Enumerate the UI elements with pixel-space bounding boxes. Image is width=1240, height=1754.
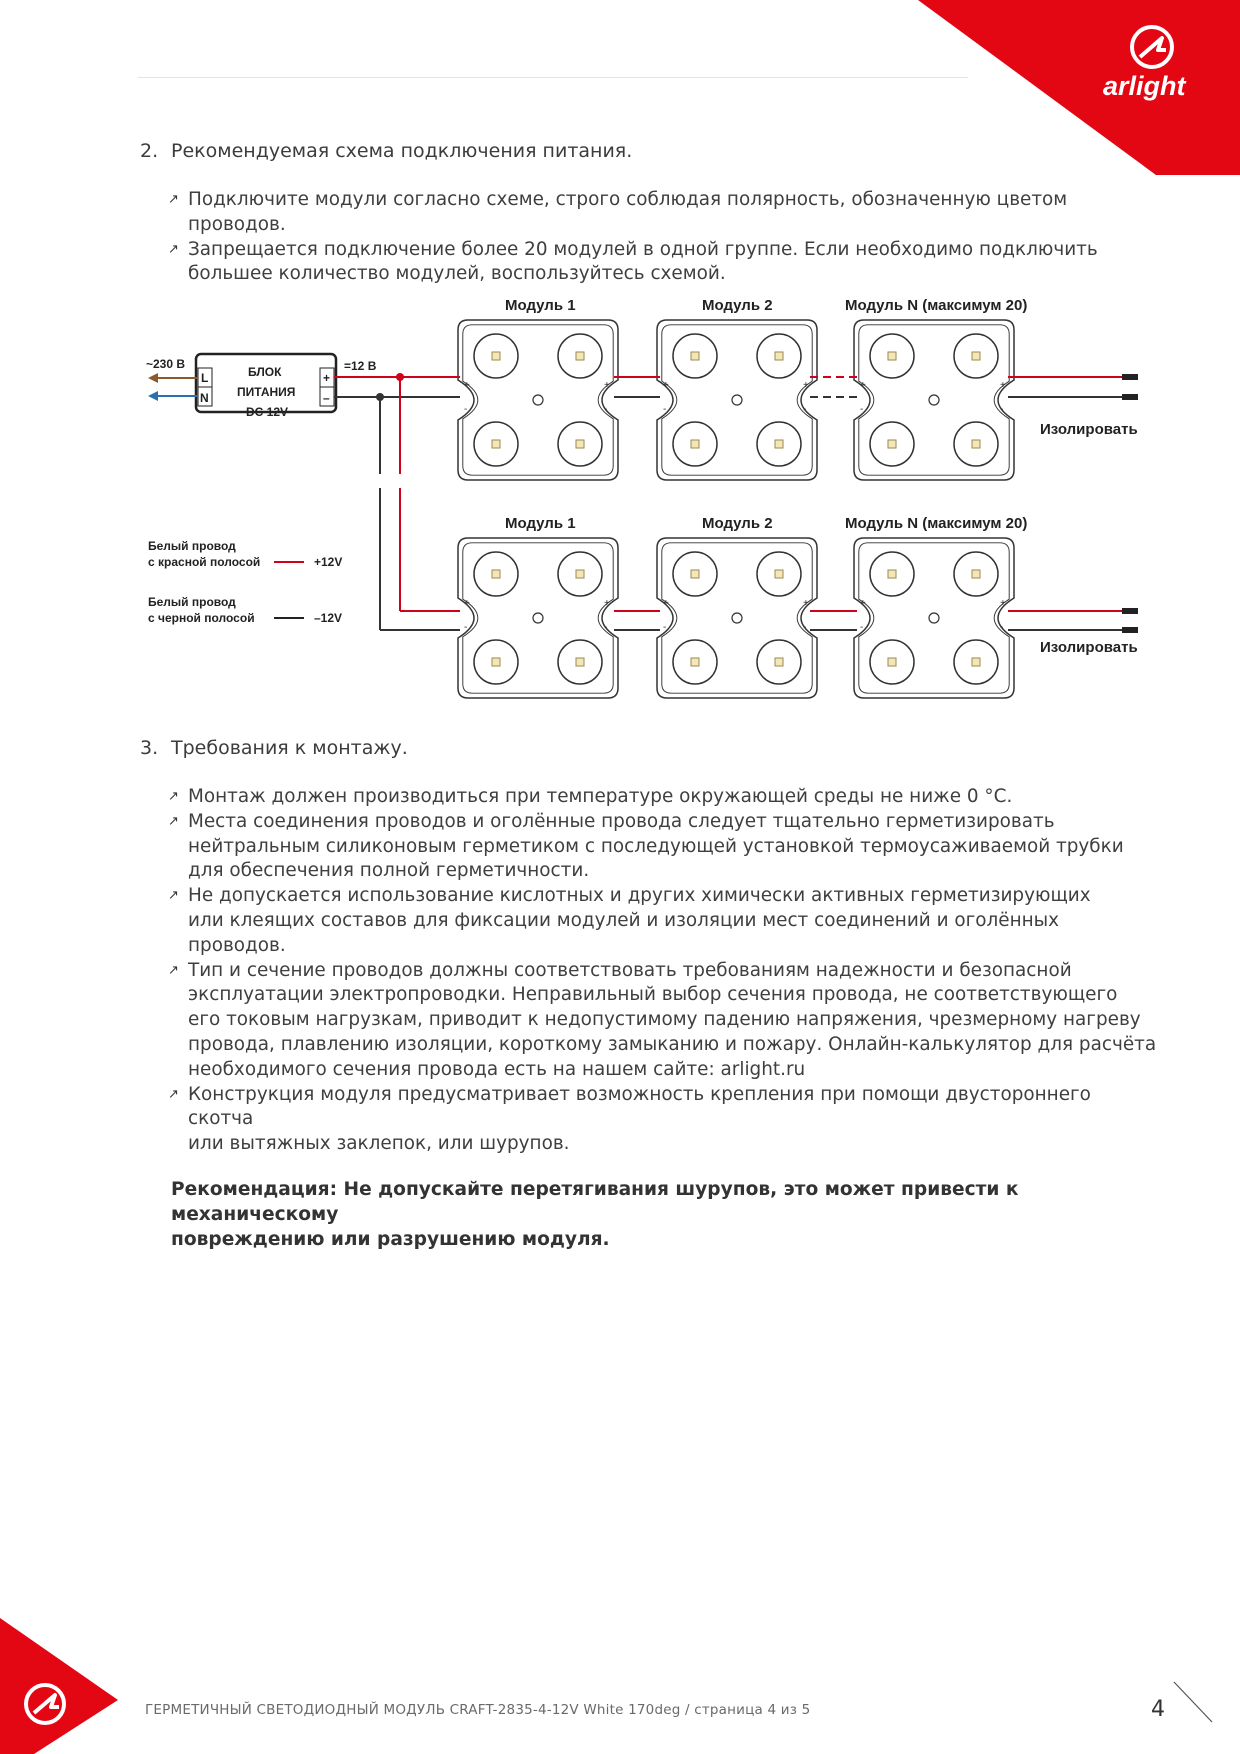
- arrow-bullet-icon: ↗: [168, 241, 179, 257]
- bullet-item: ↗ Места соединения проводов и оголённые провода следует тщательно герметизировать нейтральным силиконовым герметиком с последующей установкой термоусаживаемой трубки для обеспечения полной герметичности.: [168, 810, 1124, 882]
- legend-value: +12V: [314, 555, 343, 569]
- footer-document-title: ГЕРМЕТИЧНЫЙ СВЕТОДИОДНЫЙ МОДУЛЬ CRAFT-2835-4-12V White 170deg / страница 4 из 5: [145, 1702, 811, 1718]
- bullet-item: ↗ Монтаж должен производиться при температуре окружающей среды не ниже 0 °С.: [170, 785, 1160, 810]
- section-title-text: Рекомендуемая схема подключения питания.: [171, 140, 633, 162]
- module-label: Модуль 2: [702, 297, 773, 314]
- arrow-bullet-icon: ↗: [168, 962, 179, 978]
- psu-label-line: БЛОК: [248, 365, 282, 379]
- arrow-bullet-icon: ↗: [168, 813, 179, 829]
- mount-hole: [732, 613, 742, 623]
- polarity-mark: -: [1000, 404, 1004, 415]
- brand-logo-text: arlight: [1103, 71, 1186, 101]
- polarity-mark: +: [464, 598, 470, 609]
- branch-wires: [376, 373, 460, 630]
- legend-line: с черной полосой: [148, 611, 255, 625]
- page-slash-decoration: [1172, 1680, 1214, 1724]
- section-number: 2.: [140, 140, 159, 162]
- psu-label-line: ПИТАНИЯ: [237, 385, 296, 399]
- legend-value: –12V: [314, 611, 343, 625]
- legend-line: Белый провод: [148, 539, 236, 553]
- led-module: [854, 538, 1014, 698]
- polarity-mark: +: [803, 380, 809, 391]
- polarity-mark: -: [464, 404, 468, 415]
- led-chip: [691, 440, 699, 448]
- polarity-mark: +: [803, 598, 809, 609]
- section-power-connection: [140, 138, 1160, 287]
- led-chip: [576, 570, 584, 578]
- brand-corner-bottom-left: [0, 1618, 118, 1754]
- polarity-mark: +: [663, 380, 669, 391]
- led-chip: [576, 658, 584, 666]
- module-group: [458, 320, 1014, 698]
- led-chip: [576, 352, 584, 360]
- terminal-plus-label: +: [323, 371, 331, 385]
- polarity-mark: -: [663, 622, 667, 633]
- led-module: [854, 320, 1014, 480]
- insulate-label: Изолировать: [1040, 639, 1138, 656]
- led-chip: [576, 440, 584, 448]
- mount-hole: [929, 613, 939, 623]
- polarity-mark: -: [663, 404, 667, 415]
- module-label: Модуль 2: [702, 515, 773, 532]
- led-chip: [691, 352, 699, 360]
- mount-hole: [533, 613, 543, 623]
- power-bullets: [140, 188, 1160, 287]
- polarity-mark: -: [604, 622, 608, 633]
- insulate-label: Изолировать: [1040, 421, 1138, 438]
- polarity-mark: +: [663, 598, 669, 609]
- page-number: 4: [1151, 1697, 1165, 1722]
- led-module: [458, 538, 618, 698]
- led-chip: [888, 440, 896, 448]
- led-chip: [775, 658, 783, 666]
- mount-hole: [732, 395, 742, 405]
- arrow-bullet-icon: ↗: [168, 1086, 179, 1102]
- polarity-mark: -: [803, 622, 807, 633]
- wire-legend: [148, 539, 342, 625]
- section-number: 3.: [140, 737, 159, 759]
- section-title: [140, 138, 1160, 164]
- led-chip: [691, 570, 699, 578]
- section-title-text: Требования к монтажу.: [171, 737, 408, 759]
- wiring-diagram: [140, 288, 1160, 708]
- led-chip: [972, 570, 980, 578]
- led-chip: [775, 440, 783, 448]
- terminal-minus-label: –: [323, 391, 330, 405]
- mount-hole: [533, 395, 543, 405]
- bullet-item: ↗ Подключите модули согласно схеме, строго соблюдая полярность, обозначенную цветом проводов.: [168, 189, 1068, 235]
- led-chip: [492, 570, 500, 578]
- polarity-mark: +: [604, 598, 610, 609]
- polarity-mark: -: [1000, 622, 1004, 633]
- led-chip: [888, 570, 896, 578]
- polarity-mark: -: [464, 622, 468, 633]
- polarity-mark: +: [860, 380, 866, 391]
- polarity-mark: +: [860, 598, 866, 609]
- led-chip: [775, 352, 783, 360]
- terminal-n-label: N: [200, 391, 209, 405]
- power-supply-block: [196, 354, 336, 419]
- terminal-l-label: L: [201, 371, 209, 385]
- legend-line: с красной полосой: [148, 555, 261, 569]
- header-rule: [138, 77, 968, 78]
- polarity-mark: +: [604, 380, 610, 391]
- led-module: [657, 538, 817, 698]
- polarity-mark: +: [464, 380, 470, 391]
- arrow-bullet-icon: ↗: [168, 192, 179, 207]
- module-label: Модуль N (максимум 20): [845, 515, 1028, 532]
- polarity-mark: +: [1000, 598, 1006, 609]
- psu-label-line: DC 12V: [246, 405, 289, 419]
- led-chip: [775, 570, 783, 578]
- ac-input-arrows-icon: [148, 373, 198, 401]
- led-chip: [691, 658, 699, 666]
- bullet-item: ↗ Конструкция модуля предусматривает возможность крепления при помощи двустороннего скотча или вытяжных заклепок, или шурупов.: [168, 1083, 1091, 1155]
- polarity-mark: +: [1000, 380, 1006, 391]
- led-chip: [972, 352, 980, 360]
- legend-line: Белый провод: [148, 595, 236, 609]
- bullet-item: ↗ Запрещается подключение более 20 модулей в одной группе. Если необходимо подключить большее количество модулей, воспользуйтесь схемой.: [168, 238, 1098, 285]
- mounting-bullets: [140, 785, 1160, 1157]
- led-module: [657, 320, 817, 480]
- led-chip: [972, 440, 980, 448]
- led-chip: [972, 658, 980, 666]
- module-label: Модуль 1: [505, 297, 576, 314]
- polarity-mark: -: [860, 622, 864, 633]
- module-label: Модуль 1: [505, 515, 576, 532]
- polarity-mark: -: [860, 404, 864, 415]
- bullet-item: ↗ Тип и сечение проводов должны соответствовать требованиям надежности и безопасной эксплуатации электропроводки. Неправильный выбор сечения провода, не соответствующего его токовым нагрузкам, приводит к недопустимому падению напряжения, чрезмерному нагреву провода, плавлению изоляции, короткому замыканию и пожару. Онлайн-калькулятор для расчёта необходимого сечения провода есть на нашем сайте: arlight.ru: [168, 959, 1157, 1080]
- led-chip: [888, 352, 896, 360]
- mount-hole: [929, 395, 939, 405]
- led-chip: [492, 440, 500, 448]
- section-mounting-requirements: [140, 735, 1160, 1252]
- module-label: Модуль N (максимум 20): [845, 297, 1028, 314]
- led-chip: [492, 658, 500, 666]
- polarity-mark: -: [604, 404, 608, 415]
- arrow-bullet-icon: ↗: [168, 789, 179, 804]
- led-module: [458, 320, 618, 480]
- led-chip: [492, 352, 500, 360]
- section-title: [140, 735, 1160, 761]
- polarity-mark: -: [803, 404, 807, 415]
- dc-voltage-label: =12 В: [344, 359, 377, 373]
- ac-voltage-label: ~230 В: [146, 357, 186, 371]
- arrow-bullet-icon: ↗: [168, 888, 179, 904]
- bullet-item: ↗ Не допускается использование кислотных и других химически активных герметизирующих или клеящих составов для фиксации модулей и изоляции мест соединений и оголённых проводов.: [168, 885, 1091, 956]
- recommendation-note: Рекомендация: Не допускайте перетягивания шурупов, это может привести к механическому повреждению или разрушению модуля.: [171, 1178, 1019, 1250]
- led-chip: [888, 658, 896, 666]
